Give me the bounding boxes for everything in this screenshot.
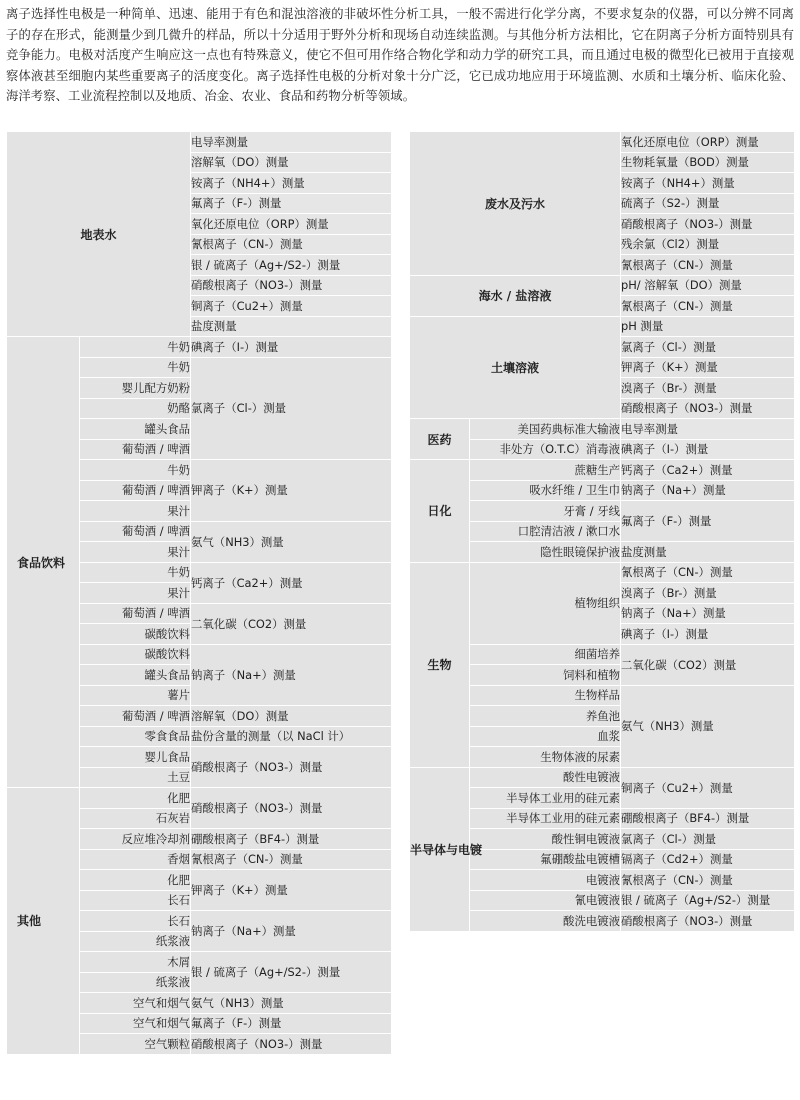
sample-cell: 非处方（O.T.C）消毒液 [470,439,621,460]
category-surface-water: 地表水 [7,132,191,337]
table-row [7,132,392,153]
measurement-cell: 碘离子（I-）测量 [191,337,392,358]
measurement-cell: 钾离子（K+）测量 [621,357,795,378]
measurement-cell: 盐度测量 [621,542,795,563]
measurement-cell: 铜离子（Cu2+）测量 [191,296,392,317]
measurement-cell: 钠离子（Na+）测量 [621,480,795,501]
measurement-cell: 生物耗氧量（BOD）测量 [621,152,795,173]
measurement-cell: 硝酸根离子（NO3-）测量 [191,788,392,829]
category-wastewater: 废水及污水 [410,132,621,276]
measurement-cell: 硝酸根离子（NO3-）测量 [191,275,392,296]
measurement-cell: 铵离子（NH4+）测量 [191,173,392,194]
table-row [410,316,795,337]
sample-cell: 酸性铜电镀液 [470,829,621,850]
measurement-cell: 溴离子（Br-）测量 [621,583,795,604]
sample-cell: 牛奶 [80,562,191,583]
sample-cell: 吸水纤维 / 卫生巾 [470,480,621,501]
measurement-cell: 氰根离子（CN-）测量 [191,849,392,870]
measurement-cell: 氧化还原电位（ORP）测量 [191,214,392,235]
category-soil: 土壤溶液 [410,316,621,419]
measurement-cell: 银 / 硫离子（Ag+/S2-）测量 [191,952,392,993]
sample-cell: 细菌培养 [470,644,621,665]
sample-cell: 蔗糖生产 [470,460,621,481]
measurement-cell: 氰根离子（CN-）测量 [191,234,392,255]
measurement-cell: 钠离子（Na+）测量 [621,603,795,624]
sample-cell: 石灰岩 [80,808,191,829]
sample-cell: 空气颗粒 [80,1034,191,1055]
sample-cell: 土豆 [80,767,191,788]
sample-cell: 酸性电镀液 [470,767,621,788]
measurement-cell: 硝酸根离子（NO3-）测量 [191,1034,392,1055]
table-row [410,460,795,481]
table-row [410,562,795,583]
sample-cell: 婴儿食品 [80,747,191,768]
sample-cell: 化肥 [80,870,191,891]
measurement-cell: 盐度测量 [191,316,392,337]
category-other: 其他 [7,788,80,1055]
sample-cell: 血浆 [470,726,621,747]
measurement-cell: 钾离子（K+）测量 [191,460,392,522]
sample-cell: 酸洗电镀液 [470,911,621,932]
measurement-cell: 硝酸根离子（NO3-）测量 [621,911,795,932]
sample-cell: 葡萄酒 / 啤酒 [80,480,191,501]
sample-cell: 薯片 [80,685,191,706]
sample-cell: 果汁 [80,542,191,563]
sample-cell: 生物样品 [470,685,621,706]
measurement-cell: pH 测量 [621,316,795,337]
measurement-cell: 电导率测量 [191,132,392,153]
measurement-cell: 氯离子（Cl-）测量 [621,337,795,358]
sample-cell: 长石 [80,911,191,932]
table-row [7,788,392,809]
measurement-cell: 硼酸根离子（BF4-）测量 [191,829,392,850]
category-biology: 生物 [410,562,470,767]
sample-cell: 牛奶 [80,460,191,481]
measurement-cell: 硼酸根离子（BF4-）测量 [621,808,795,829]
category-daily-chemicals: 日化 [410,460,470,563]
measurement-cell: 氨气（NH3）测量 [191,993,392,1014]
measurement-cell: 二氧化碳（CO2）测量 [621,644,795,685]
measurement-cell: 氟离子（F-）测量 [191,1013,392,1034]
measurement-cell: 硝酸根离子（NO3-）测量 [621,398,795,419]
measurement-cell: 电导率测量 [621,419,795,440]
sample-cell: 碳酸饮料 [80,624,191,645]
measurement-cell: 氰根离子（CN-）测量 [621,870,795,891]
sample-cell: 葡萄酒 / 啤酒 [80,521,191,542]
sample-cell: 葡萄酒 / 啤酒 [80,706,191,727]
measurement-cell: 氟离子（F-）测量 [191,193,392,214]
table-row [410,419,795,440]
measurement-cell: 二氧化碳（CO2）测量 [191,603,392,644]
table-row [410,767,795,788]
sample-cell: 香烟 [80,849,191,870]
sample-cell: 氰电镀液 [470,890,621,911]
category-pharma: 医药 [410,419,470,460]
sample-cell: 空气和烟气 [80,993,191,1014]
sample-cell: 口腔清洁液 / 漱口水 [470,521,621,542]
measurement-cell: 氨气（NH3）测量 [621,685,795,767]
sample-cell: 养鱼池 [470,706,621,727]
sample-cell: 牛奶 [80,337,191,358]
sample-cell: 半导体工业用的硅元素 [470,808,621,829]
sample-cell: 罐头食品 [80,419,191,440]
measurement-cell: 硝酸根离子（NO3-）测量 [191,747,392,788]
category-semiconductor-plating [410,767,483,931]
measurement-cell: 银 / 硫离子（Ag+/S2-）测量 [621,890,795,911]
sample-cell: 氟硼酸盐电镀槽 [470,849,621,870]
sample-cell: 长石 [80,890,191,911]
sample-cell: 牙膏 / 牙线 [470,501,621,522]
category-food-beverage: 食品饮料 [7,337,80,788]
sample-cell: 半导体工业用的硅元素 [470,788,621,809]
sample-cell: 电镀液 [470,870,621,891]
sample-cell: 空气和烟气 [80,1013,191,1034]
table-row [410,132,795,153]
sample-cell: 果汁 [80,583,191,604]
sample-cell: 葡萄酒 / 啤酒 [80,439,191,460]
sample-cell: 生物体液的尿素 [470,747,621,768]
applications-table-right [409,131,795,932]
measurement-cell: 镉离子（Cd2+）测量 [621,849,795,870]
sample-cell: 木屑 [80,952,191,973]
intro-paragraph: 离子选择性电极是一种简单、迅速、能用于有色和混浊溶液的非破坏性分析工具，一般不需进行化学分离，不要求复杂的仪器，可以分辨不同离子的存在形式，能测量少到几微升的样品，所以十分适用于野外分析和现场自动连续监测。与其他分析方法相比，它在阴离子分析方面特别具有竞争能力。电极对活度产生响应这一点也有特殊意义，使它不但可用作络合物化学和动力学的研究工具，而且通过电极的微型化已被用于直接观察体液甚至细胞内某些重要离子的活度变化。离子选择性电极的分析对象十分广泛，它已成功地应用于环境监测、水质和土壤分析、临床化验、海洋考察、工业流程控制以及地质、冶金、农业、食品和药物分析等领域。 [6,7,794,103]
measurement-cell: 氰根离子（CN-）测量 [621,296,795,317]
applications-table-left [6,131,392,1055]
measurement-cell: 溴离子（Br-）测量 [621,378,795,399]
sample-cell: 碳酸饮料 [80,644,191,665]
measurement-cell: 氧化还原电位（ORP）测量 [621,132,795,153]
measurement-cell: 钙离子（Ca2+）测量 [621,460,795,481]
measurement-cell: 溶解氧（DO）测量 [191,706,392,727]
sample-cell: 化肥 [80,788,191,809]
category-seawater: 海水 / 盐溶液 [410,275,621,316]
measurement-cell: 溶解氧（DO）测量 [191,152,392,173]
measurement-cell: 钾离子（K+）测量 [191,870,392,911]
sample-cell: 零食食品 [80,726,191,747]
measurement-cell: 钙离子（Ca2+）测量 [191,562,392,603]
sample-cell: 纸浆液 [80,972,191,993]
measurement-cell: 钠离子（Na+）测量 [191,644,392,706]
measurement-cell: 氯离子（Cl-）测量 [621,829,795,850]
measurement-cell: 硫离子（S2-）测量 [621,193,795,214]
table-row [410,275,795,296]
sample-cell: 奶酪 [80,398,191,419]
measurement-cell: 氟离子（F-）测量 [621,501,795,542]
measurement-cell: 氨气（NH3）测量 [191,521,392,562]
sample-cell: 纸浆液 [80,931,191,952]
measurement-cell: 硝酸根离子（NO3-）测量 [621,214,795,235]
sample-cell: 果汁 [80,501,191,522]
measurement-cell: 氰根离子（CN-）测量 [621,255,795,276]
measurement-cell: 氯离子（Cl-）测量 [191,357,392,460]
measurement-cell: 碘离子（I-）测量 [621,624,795,645]
sample-cell: 葡萄酒 / 啤酒 [80,603,191,624]
sample-cell: 牛奶 [80,357,191,378]
measurement-cell: 铜离子（Cu2+）测量 [621,767,795,808]
sample-cell: 美国药典标准大输液 [470,419,621,440]
measurement-cell: 碘离子（I-）测量 [621,439,795,460]
sample-cell: 反应堆冷却剂 [80,829,191,850]
measurement-cell: 铵离子（NH4+）测量 [621,173,795,194]
category-label: 半导体与电镀 [410,842,483,857]
sample-cell: 罐头食品 [80,665,191,686]
sample-cell: 隐性眼镜保护液 [470,542,621,563]
measurement-cell: pH/ 溶解氧（DO）测量 [621,275,795,296]
sample-cell: 饲料和植物 [470,665,621,686]
table-row [7,337,392,358]
sample-cell: 植物组织 [470,562,621,644]
measurement-cell: 钠离子（Na+）测量 [191,911,392,952]
measurement-cell: 银 / 硫离子（Ag+/S2-）测量 [191,255,392,276]
sample-cell: 婴儿配方奶粉 [80,378,191,399]
measurement-cell: 氰根离子（CN-）测量 [621,562,795,583]
measurement-cell: 盐份含量的测量（以 NaCl 计） [191,726,392,747]
measurement-cell: 残余氯（Cl2）测量 [621,234,795,255]
